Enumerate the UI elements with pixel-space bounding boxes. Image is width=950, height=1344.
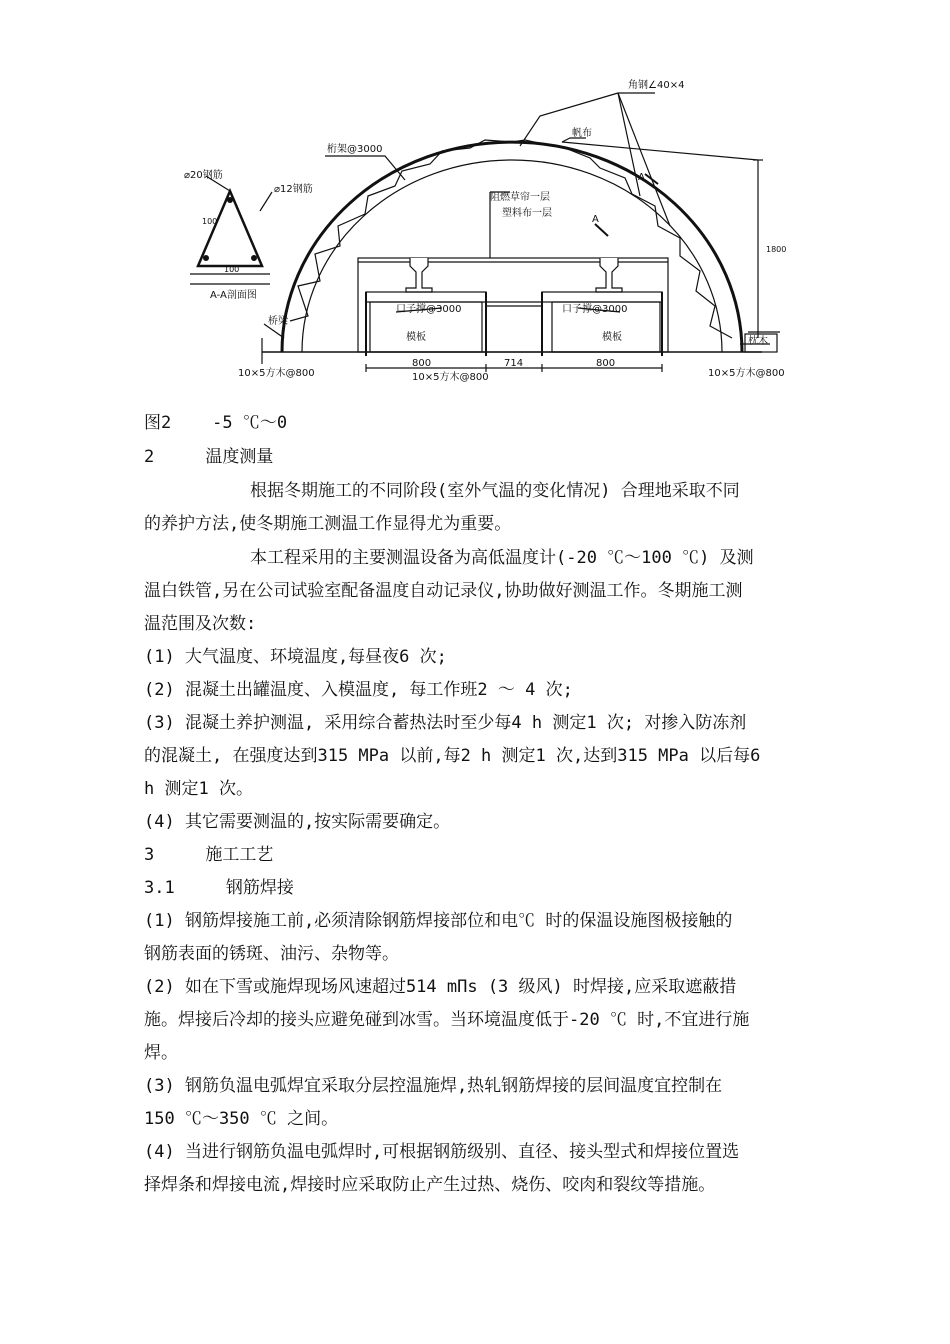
section-heading: 2 温度测量 bbox=[144, 447, 274, 467]
label-dim-714: 714 bbox=[504, 358, 524, 369]
label-bracing-left: 口子撑@3000 bbox=[396, 304, 462, 315]
section-heading: 3 施工工艺 bbox=[144, 845, 274, 865]
label-truss: 桁架@3000 bbox=[327, 144, 383, 155]
list-item: (3) 钢筋负温电弧焊宜采取分层控温施焊,热轧钢筋焊接的层间温度宜控制在 bbox=[144, 1076, 723, 1096]
list-item-continued: h 测定1 次。 bbox=[144, 779, 253, 799]
label-timber-center: 10×5方木@800 bbox=[412, 372, 489, 383]
list-item-continued: 的混凝土, 在强度达到315 MPa 以前,每2 h 测定1 次,达到315 MPa 以后每6 bbox=[144, 746, 761, 766]
label-dim-100-base: 100 bbox=[224, 265, 240, 274]
label-timber-right: 10×5方木@800 bbox=[708, 368, 785, 379]
list-item-continued: 焊。 bbox=[144, 1043, 178, 1063]
label-section-title: A-A剖面图 bbox=[210, 290, 257, 301]
label-angle-steel: 角钢∠40×4 bbox=[628, 80, 685, 91]
subsection-heading: 3.1 钢筋焊接 bbox=[144, 878, 294, 898]
paragraph-line: 温白铁管,另在公司试验室配备温度自动记录仪,协助做好测温工作。冬期施工测 bbox=[144, 581, 743, 601]
paragraph-line: 的养护方法,使冬期施工测温工作显得尤为重要。 bbox=[144, 514, 512, 534]
label-plastic-cloth: 塑料布一层 bbox=[502, 208, 552, 219]
list-item-continued: 择焊条和焊接电流,焊接时应采取防止产生过热、烧伤、咬肉和裂纹等措施。 bbox=[144, 1175, 716, 1195]
label-rebar20: ⌀20钢筋 bbox=[184, 170, 223, 181]
paragraph-line: 温范围及次数: bbox=[144, 614, 257, 634]
list-item-continued: 施。焊接后冷却的接头应避免碰到冰雪。当环境温度低于-20 ℃ 时,不宜进行施 bbox=[144, 1010, 750, 1030]
paragraph-line: 根据冬期施工的不同阶段(室外气温的变化情况) 合理地采取不同 bbox=[250, 481, 740, 501]
label-bridge-beam: 桥梁 bbox=[268, 316, 288, 327]
label-dim-100-side: 100 bbox=[202, 217, 218, 226]
list-item-continued: 150 ℃～350 ℃ 之间。 bbox=[144, 1109, 339, 1129]
winter-shed-section-diagram bbox=[180, 76, 790, 388]
label-timber-left: 10×5方木@800 bbox=[238, 368, 315, 379]
label-mark-a2: A bbox=[592, 214, 599, 225]
label-formwork-right: 模板 bbox=[602, 332, 622, 343]
list-item: (2) 如在下雪或施焊现场风速超过514 mΠs (3 级风) 时焊接,应采取遮蔽措 bbox=[144, 977, 737, 997]
list-item: (3) 混凝土养护测温, 采用综合蓄热法时至少每4 h 测定1 次; 对掺入防冻剂 bbox=[144, 713, 747, 733]
label-canvas: 帆布 bbox=[572, 128, 592, 139]
list-item: (4) 其它需要测温的,按实际需要确定。 bbox=[144, 812, 451, 832]
list-item-continued: 钢筋表面的锈斑、油污、杂物等。 bbox=[144, 944, 399, 964]
paragraph-line: 本工程采用的主要测温设备为高低温度计(-20 ℃～100 ℃) 及测 bbox=[250, 548, 754, 568]
label-dim-1800: 1800 bbox=[766, 245, 787, 254]
list-item: (1) 大气温度、环境温度,每昼夜6 次; bbox=[144, 647, 447, 667]
figure-caption: 图2 -5 ℃～0 bbox=[144, 413, 288, 433]
label-mark-a1: A bbox=[638, 172, 645, 183]
label-formwork-left: 模板 bbox=[406, 332, 426, 343]
label-fire-curtain: 阻燃草帘一层 bbox=[490, 192, 550, 203]
list-item: (4) 当进行钢筋负温电弧焊时,可根据钢筋级别、直径、接头型式和焊接位置选 bbox=[144, 1142, 740, 1162]
label-dim-800-right: 800 bbox=[596, 358, 616, 369]
label-bracing-right: 口子撑@3000 bbox=[562, 304, 628, 315]
list-item: (1) 钢筋焊接施工前,必须清除钢筋焊接部位和电℃ 时的保温设施图极接触的 bbox=[144, 911, 733, 931]
label-dim-800-left: 800 bbox=[412, 358, 432, 369]
list-item: (2) 混凝土出罐温度、入模温度, 每工作班2 ～ 4 次; bbox=[144, 680, 573, 700]
label-rebar12: ⌀12钢筋 bbox=[274, 184, 313, 195]
label-sleeper: 枕木 bbox=[748, 336, 768, 347]
